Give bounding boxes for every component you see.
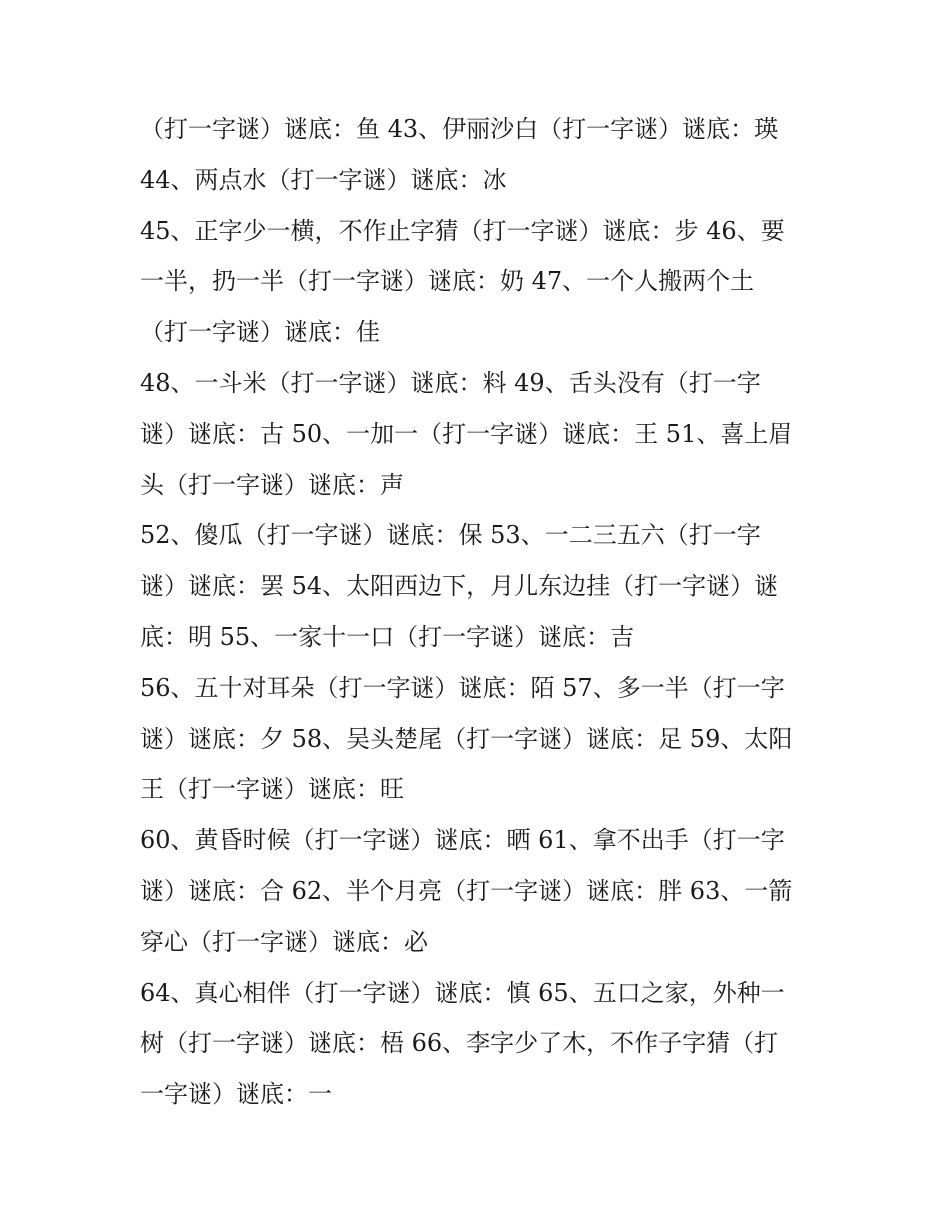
text-line: 谜）谜底：合 62、半个月亮（打一字谜）谜底：胖 63、一箭: [140, 876, 793, 905]
text-line: 64、真心相伴（打一字谜）谜底：慎 65、五口之家，外种一: [140, 978, 785, 1007]
text-line: 王（打一字谜）谜底：旺: [140, 775, 404, 804]
text-line: 谜）谜底：罢 54、太阳西边下，月儿东边挂（打一字谜）谜: [140, 572, 779, 601]
text-line: 48、一斗米（打一字谜）谜底：料 49、舌头没有（打一字: [140, 368, 761, 397]
text-line: 谜）谜底：夕 58、吴头楚尾（打一字谜）谜底：足 59、太阳: [140, 724, 793, 753]
text-line: 45、正字少一横，不作止字猜（打一字谜）谜底：步 46、要: [140, 216, 785, 245]
riddle-text-block: [140, 104, 810, 1120]
text-line: 56、五十对耳朵（打一字谜）谜底：陌 57、多一半（打一字: [140, 673, 785, 702]
text-line: 44、两点水（打一字谜）谜底：冰: [140, 165, 507, 194]
text-line: （打一字谜）谜底：鱼 43、伊丽沙白（打一字谜）谜底：瑛: [140, 115, 779, 143]
text-line: 一半，扔一半（打一字谜）谜底：奶 47、一个人搬两个土: [140, 267, 755, 296]
text-line: 谜）谜底：古 50、一加一（打一字谜）谜底：王 51、喜上眉: [140, 419, 793, 448]
text-line: 树（打一字谜）谜底：梧 66、李字少了木，不作子字猜（打: [140, 1029, 779, 1058]
text-line: （打一字谜）谜底：佳: [140, 318, 380, 347]
text-line: 底：明 55、一家十一口（打一字谜）谜底：吉: [140, 622, 635, 651]
text-line: 60、黄昏时候（打一字谜）谜底：晒 61、拿不出手（打一字: [140, 826, 785, 855]
text-line: 一字谜）谜底：一: [140, 1080, 332, 1109]
text-line: 52、傻瓜（打一字谜）谜底：保 53、一二三五六（打一字: [140, 521, 761, 550]
text-line: 头（打一字谜）谜底：声: [140, 470, 404, 499]
text-line: 穿心（打一字谜）谜底：必: [140, 927, 428, 956]
